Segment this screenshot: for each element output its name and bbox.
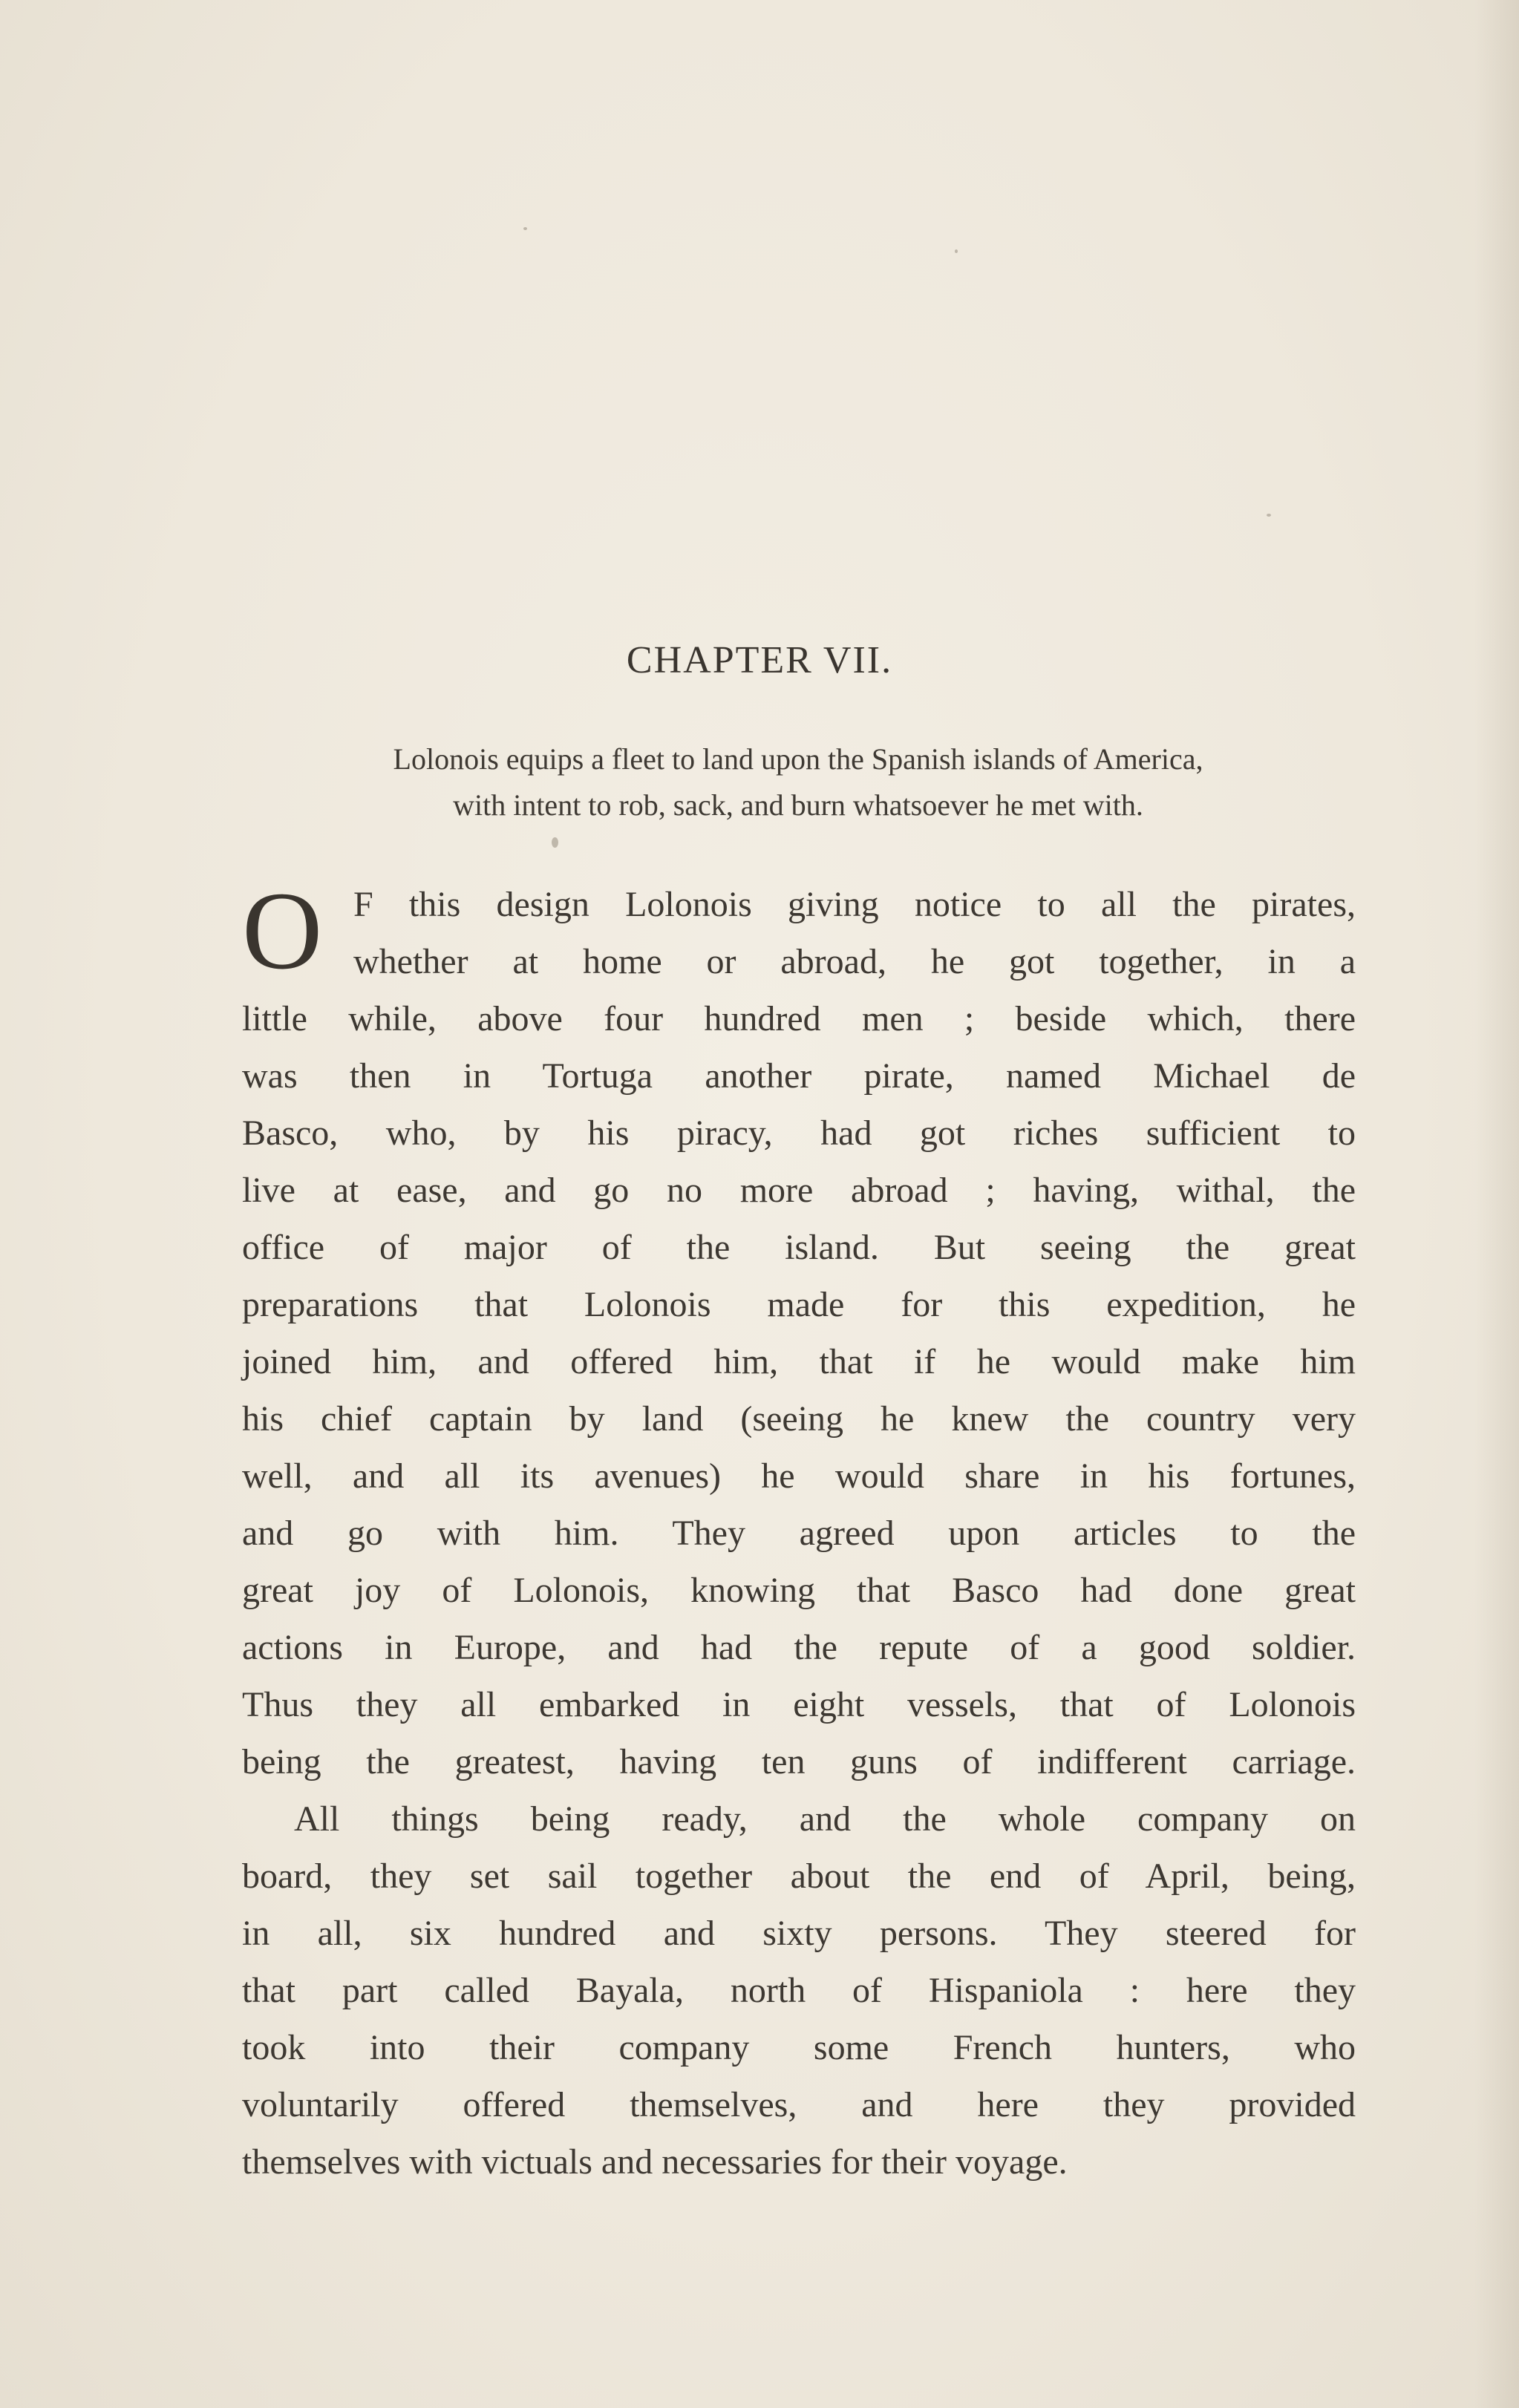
- text-line: office of major of the island. But seeing the great: [242, 1228, 1356, 1267]
- text-line: whether at home or abroad, he got together, in a: [353, 942, 1356, 981]
- text-line: themselves with victuals and necessaries for their voyage.: [242, 2142, 1068, 2182]
- chapter-summary: [238, 736, 1359, 828]
- text-line: Basco, who, by his piracy, had got riches sufficient to: [242, 1113, 1356, 1153]
- text-line: little while, above four hundred men ; beside which, there: [242, 999, 1356, 1038]
- text-line: took into their company some French hunters, who: [242, 2028, 1356, 2067]
- text-line: and go with him. They agreed upon articles to the: [242, 1514, 1356, 1553]
- text-line: voluntarily offered themselves, and here they provided: [242, 2085, 1356, 2124]
- text-line: his chief captain by land (seeing he knew the country very: [242, 1399, 1356, 1439]
- text-line: that part called Bayala, north of Hispaniola : here they: [242, 1971, 1356, 2010]
- text-line: joined him, and offered him, that if he would make him: [242, 1342, 1356, 1381]
- text-line: great joy of Lolonois, knowing that Basco had done great: [242, 1571, 1356, 1610]
- chapter-title: CHAPTER VII.: [626, 639, 893, 681]
- text-line: preparations that Lolonois made for this expedition, he: [242, 1285, 1356, 1324]
- text-line: live at ease, and go no more abroad ; having, withal, the: [242, 1171, 1356, 1210]
- text-line: was then in Tortuga another pirate, named Michael de: [242, 1056, 1356, 1096]
- text-line: actions in Europe, and had the repute of a good soldier.: [242, 1628, 1356, 1667]
- text-line: Thus they all embarked in eight vessels, that of Lolonois: [242, 1685, 1356, 1724]
- text-line: board, they set sail together about the end of April, being,: [242, 1856, 1356, 1896]
- text-line: well, and all its avenues) he would share in his fortunes,: [242, 1456, 1356, 1496]
- text-line: in all, six hundred and sixty persons. They steered for: [242, 1914, 1356, 1953]
- drop-cap: O: [242, 869, 323, 992]
- paper-speck: [955, 249, 958, 253]
- paper-speck: [523, 227, 527, 230]
- text-line: All things being ready, and the whole company on: [294, 1799, 1356, 1839]
- page-edge-shadow: [1474, 0, 1519, 2408]
- text-line: F this design Lolonois giving notice to all the pirates,: [353, 885, 1356, 924]
- summary-line: Lolonois equips a fleet to land upon the Spanish islands of America,: [393, 742, 1203, 776]
- paper-speck: [552, 837, 558, 848]
- paper-speck: [1267, 514, 1271, 517]
- text-line: being the greatest, having ten guns of indifferent carriage.: [242, 1742, 1356, 1782]
- body-text: [242, 869, 1356, 2191]
- summary-line: with intent to rob, sack, and burn whatsoever he met with.: [453, 788, 1143, 822]
